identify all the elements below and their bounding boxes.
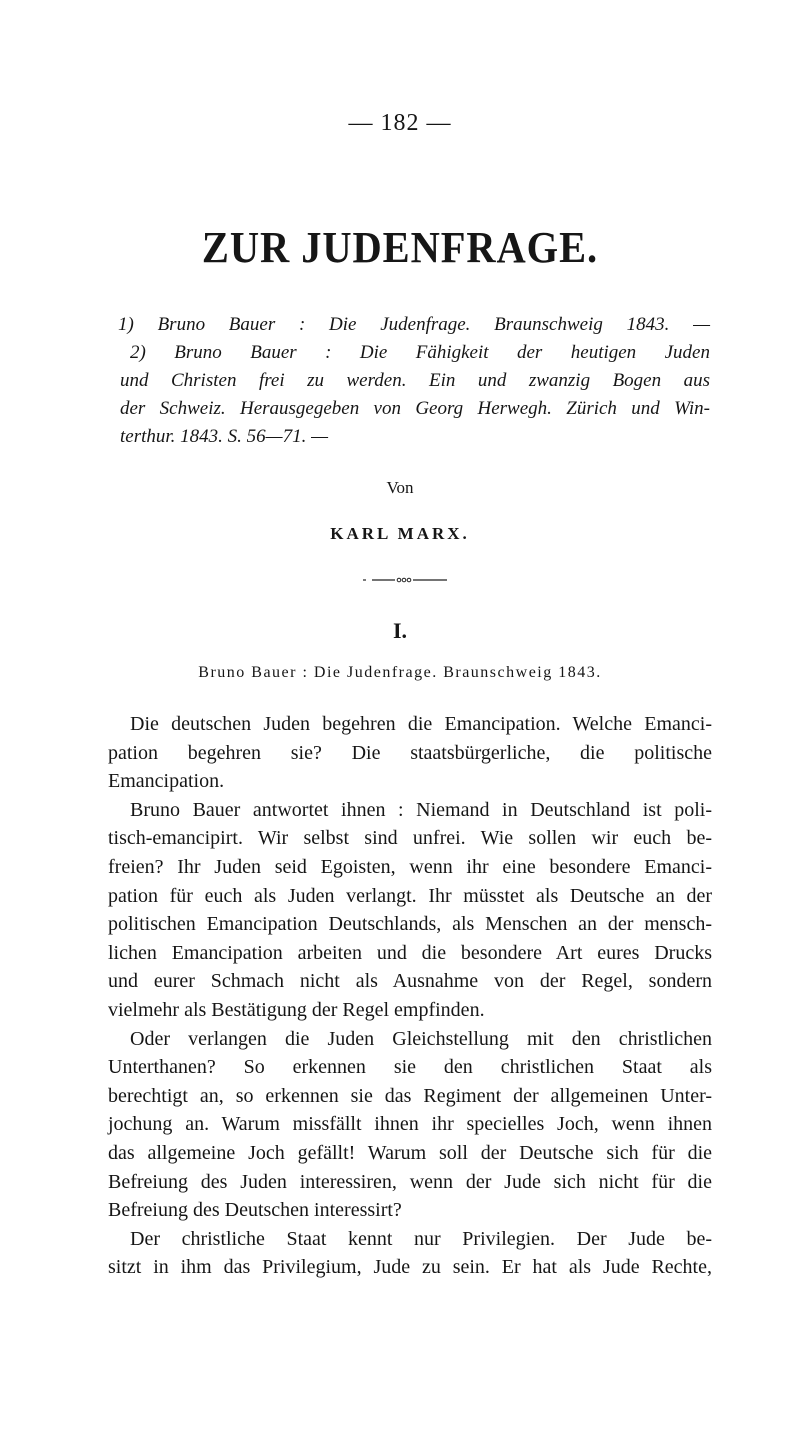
body-line: Oder verlangen die Juden Gleichstellung mit den christlichen <box>130 1027 712 1050</box>
body-line: und eurer Schmach nicht als Ausnahme von der Regel, sondern <box>108 970 712 993</box>
footnote-line: und Christen frei zu werden. Ein und zwanzig Bogen aus <box>120 370 710 391</box>
author-name: KARL MARX. <box>330 524 470 543</box>
body-line: berechtigt an, so erkennen sie das Regiment der allgemeinen Unter- <box>108 1084 712 1107</box>
byline-prefix: Von <box>386 478 414 497</box>
ornament-circle <box>407 578 411 582</box>
footnote-line: 1) Bruno Bauer : Die Judenfrage. Braunschweig 1843. — <box>118 314 710 335</box>
body-line: pation begehren sie? Die staatsbürgerliche, die politische <box>108 741 712 764</box>
section-number: I. <box>392 618 408 643</box>
body-line: lichen Emancipation arbeiten und die besondere Art eures Drucks <box>108 941 712 964</box>
body-line: Der christliche Staat kennt nur Privilegien. Der Jude be- <box>130 1227 712 1250</box>
body-line: Emancipation. <box>108 770 225 793</box>
body-line: tisch-emancipirt. Wir selbst sind unfrei. Wie sollen wir euch be- <box>108 827 712 850</box>
body-line: Bruno Bauer antwortet ihnen : Niemand in Deutschland ist poli- <box>130 798 712 821</box>
ornament-circle <box>397 578 401 582</box>
body-line: Die deutschen Juden begehren die Emancipation. Welche Emanci- <box>130 713 712 735</box>
body-line: freien? Ihr Juden seid Egoisten, wenn ihr eine besondere Emanci- <box>108 855 712 878</box>
footnote-line: terthur. 1843. S. 56—71. — <box>120 426 328 447</box>
body-line: politischen Emancipation Deutschlands, als Menschen an der mensch- <box>108 913 712 936</box>
body-line: Unterthanen? So erkennen sie den christlichen Staat als <box>108 1056 712 1079</box>
footnote-line: 2) Bruno Bauer : Die Fähigkeit der heutigen Juden <box>130 342 710 363</box>
ornament-circle <box>402 578 406 582</box>
article-title: ZUR JUDENFRAGE. <box>201 223 599 272</box>
body-line: Befreiung des Juden interessiren, wenn der Jude sich nicht für die <box>108 1170 712 1193</box>
body-text <box>108 710 712 1282</box>
body-line: Befreiung des Deutschen interessirt? <box>108 1199 402 1222</box>
page-number: — 182 — <box>348 110 452 136</box>
body-line: das allgemeine Joch gefällt! Warum soll der Deutsche sich für die <box>108 1141 712 1164</box>
ornament-divider <box>363 577 447 583</box>
body-line: jochung an. Warum missfällt ihnen ihr specielles Joch, wenn ihnen <box>108 1113 712 1136</box>
body-line: pation für euch als Juden verlangt. Ihr müsstet als Deutsche an der <box>108 884 712 907</box>
body-line: sitzt in ihm das Privilegium, Jude zu sein. Er hat als Jude Rechte, <box>108 1256 712 1279</box>
bibliographic-footnote <box>118 311 710 451</box>
footnote-line: der Schweiz. Herausgegeben von Georg Herwegh. Zürich und Win- <box>120 398 710 419</box>
body-line: vielmehr als Bestätigung der Regel empfinden. <box>108 998 485 1021</box>
section-subtitle: Bruno Bauer : Die Judenfrage. Braunschweig 1843. <box>198 664 602 681</box>
